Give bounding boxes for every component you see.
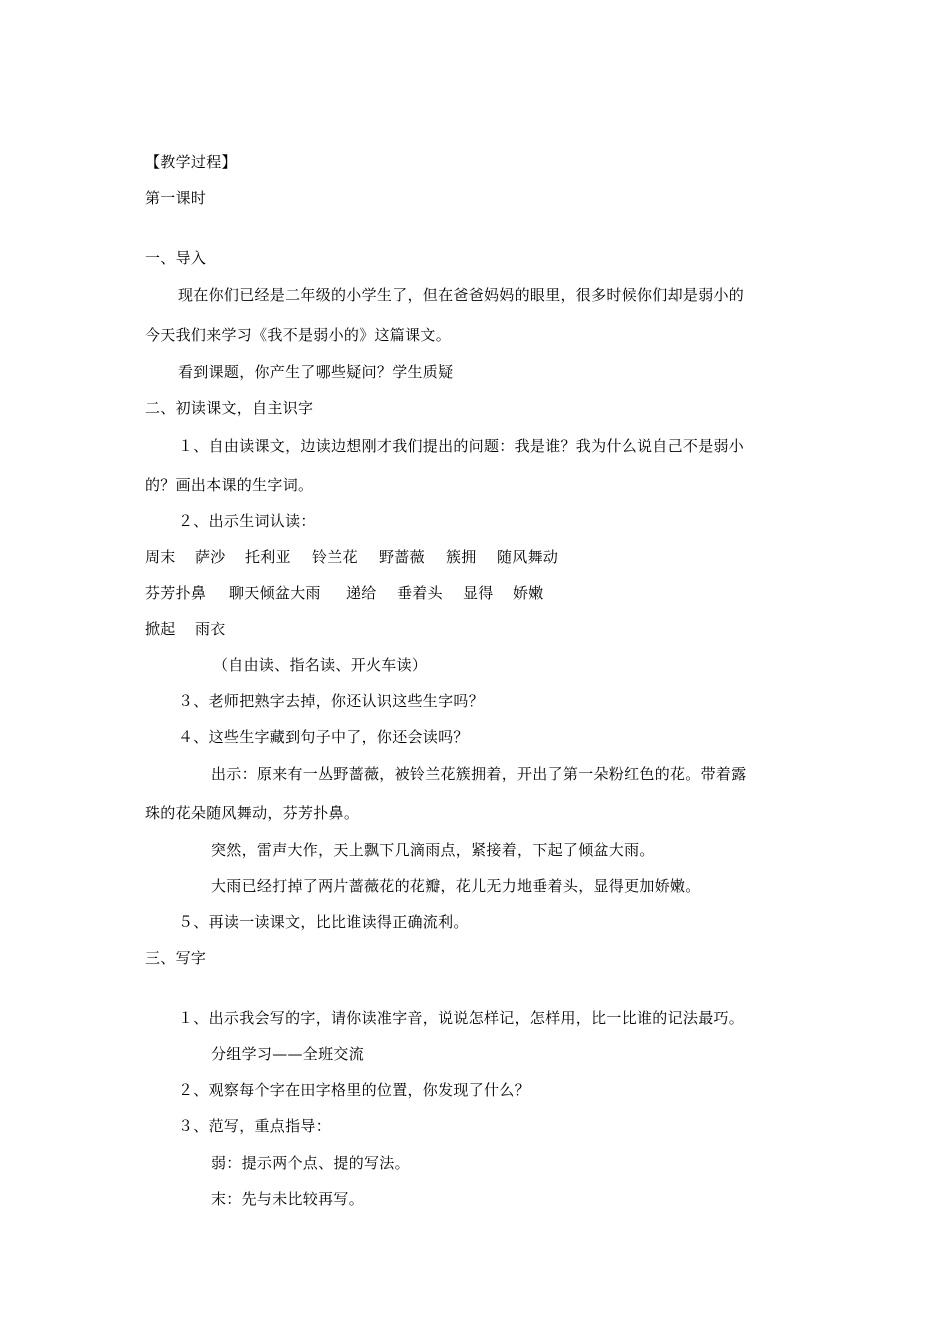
vocab-word: 萨沙 [195,548,226,566]
part2-item4: ４、这些生字藏到句子中了，你还会读吗？ [178,728,469,746]
vocab-word: 周末 [145,548,176,566]
lesson-label: 第一课时 [145,189,207,207]
part3-item1: １、出示我会写的字，请你读准字音，说说怎样记，怎样用，比一比谁的记法最巧。 [178,1009,745,1027]
part2-item1-line1: １、自由读课文，边读边想刚才我们提出的问题：我是谁？我为什么说自己不是弱小 [178,437,745,455]
show-sentence-line2: 珠的花朵随风舞动，芬芳扑鼻。 [145,804,360,822]
vocab-word: 显得 [463,584,494,602]
vocab-word: 托利亚 [245,548,291,566]
part3-item3: ３、范写，重点指导： [178,1117,332,1135]
vocab-word: 雨衣 [195,620,226,638]
part2-item5: ５、再读一读课文，比比谁读得正确流利。 [178,913,469,931]
part1-para1-line1: 现在你们已经是二年级的小学生了，但在爸爸妈妈的眼里，很多时候你们却是弱小的 [178,286,745,304]
vocab-word: 递给 [346,584,377,602]
section-title: 【教学过程】 [145,153,237,171]
vocab-word: 簇拥 [446,548,477,566]
sentence-2: 突然，雷声大作，天上飘下几滴雨点，紧接着，下起了倾盆大雨。 [211,841,655,859]
part1-para2: 看到课题，你产生了哪些疑问？学生质疑 [178,363,454,381]
part2-item2: ２、出示生词认读： [178,512,316,530]
char-guide-2: 末：先与未比较再写。 [211,1190,365,1208]
reading-modes: （自由读、指名读、开火车读） [213,656,428,674]
vocab-word: 铃兰花 [312,548,358,566]
part2-item1-line2: 的？画出本课的生字词。 [145,476,314,494]
vocab-row-2 [145,583,544,603]
part2-heading: 二、初读课文，自主识字 [145,399,314,417]
part1-para1-line2: 今天我们来学习《我不是弱小的》这篇课文。 [145,326,452,344]
part1-heading: 一、导入 [145,249,207,267]
vocab-row-3 [145,619,226,639]
part2-item3: ３、老师把熟字去掉，你还认识这些生字吗？ [178,692,485,710]
part3-item2: ２、观察每个字在田字格里的位置，你发现了什么？ [178,1081,530,1099]
sentence-3: 大雨已经打掉了两片蔷薇花的花瓣，花儿无力地垂着头，显得更加娇嫩。 [211,877,701,895]
vocab-word: 掀起 [145,620,176,638]
vocab-word: 随风舞动 [497,548,559,566]
vocab-row-1 [145,547,558,567]
vocab-word: 聊天倾盆大雨 [229,584,321,602]
show-sentence-line1: 出示：原来有一丛野蔷薇，被铃兰花簇拥着，开出了第一朵粉红色的花。带着露 [211,765,747,783]
vocab-word: 垂着头 [397,584,443,602]
vocab-word: 野蔷薇 [379,548,425,566]
vocab-word: 娇嫩 [513,584,544,602]
group-study: 分组学习——全班交流 [211,1045,365,1063]
char-guide-1: 弱：提示两个点、提的写法。 [211,1154,410,1172]
vocab-word: 芬芳扑鼻 [145,584,207,602]
part3-heading: 三、写字 [145,949,207,967]
